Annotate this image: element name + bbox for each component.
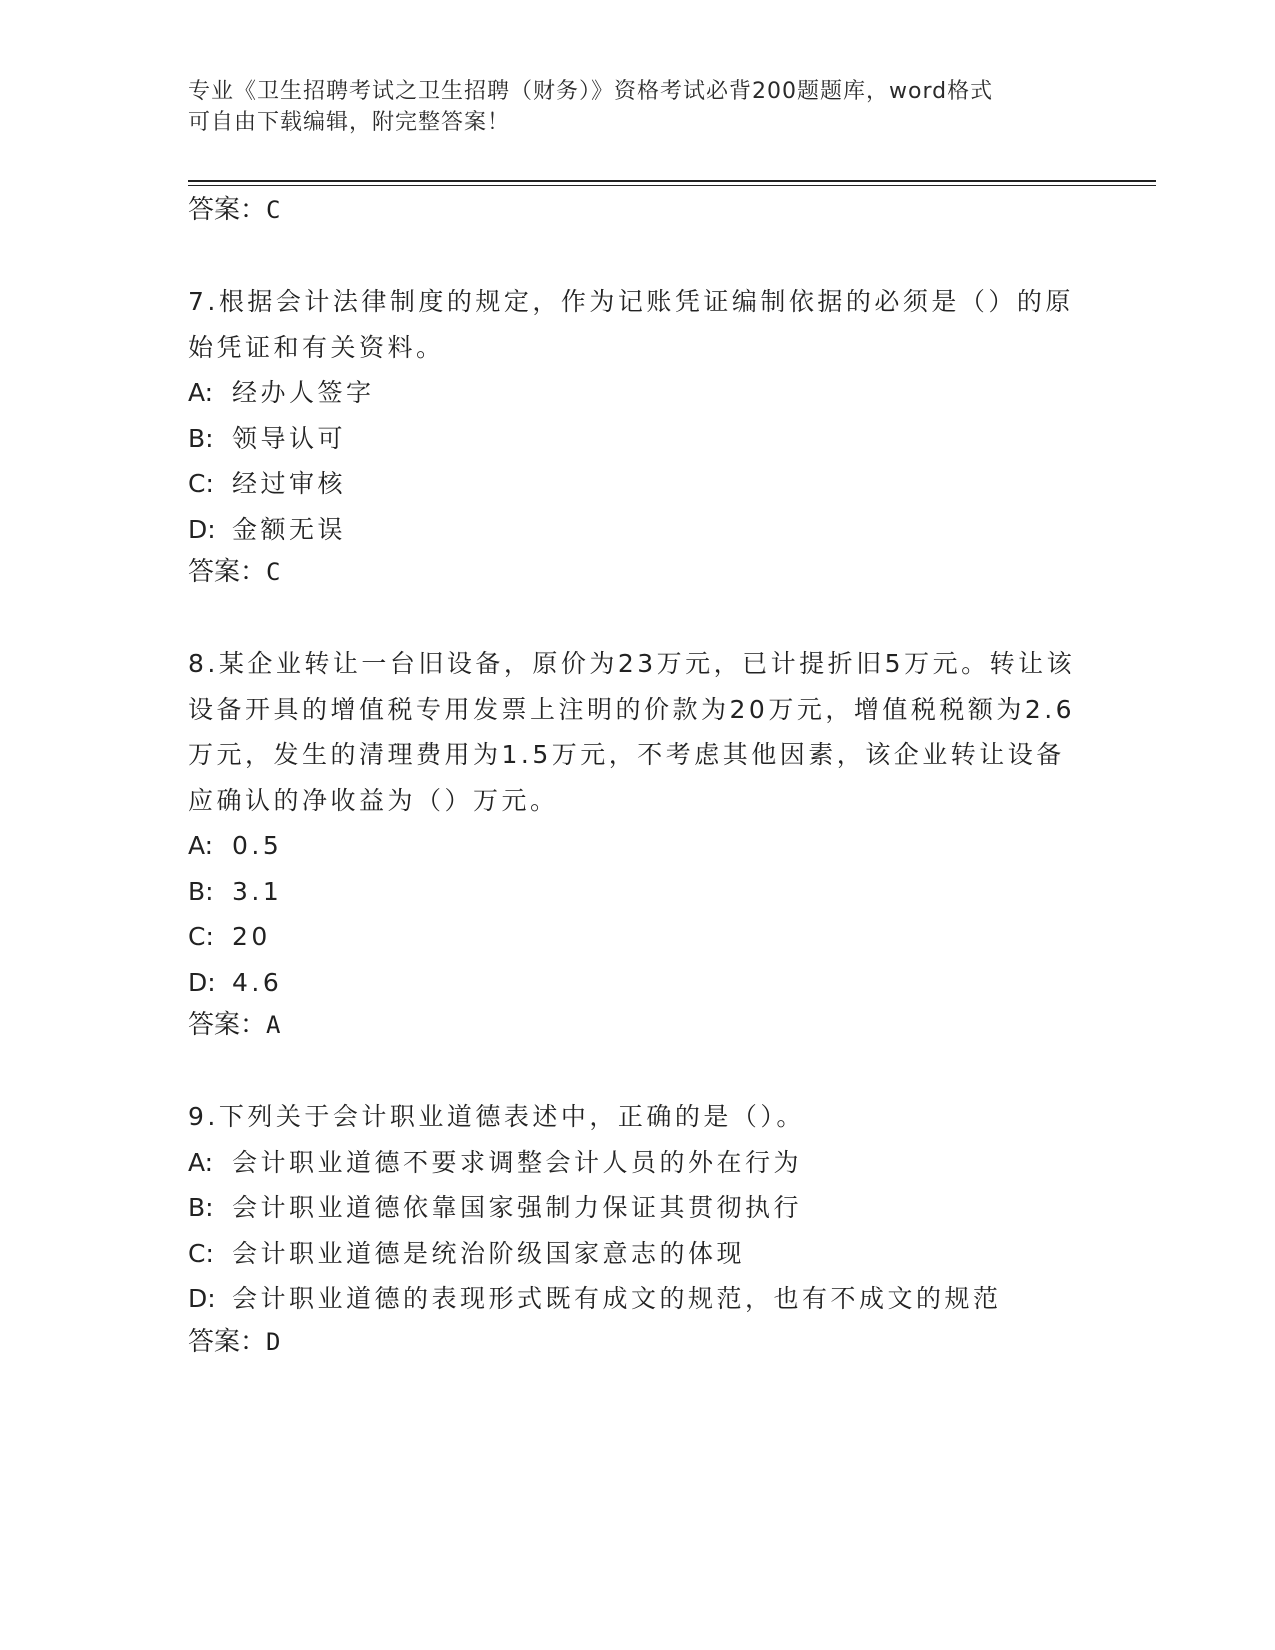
answer-line xyxy=(188,555,1088,589)
option-key: D: xyxy=(188,514,216,544)
answer-line xyxy=(188,193,1088,227)
question-stem: 8.某企业转让一台旧设备，原价为23万元，已计提折旧5万元。转让该设备开具的增值税专用发票上注明的价款为20万元，增值税税额为2.6万元，发生的清理费用为1.5万元，不考虑其他因素，该企业转让设备应确认的净收益为（）万元。 xyxy=(188,649,1076,815)
question-block xyxy=(188,279,1088,589)
option-d xyxy=(188,960,1088,1006)
option-b xyxy=(188,869,1088,915)
option-key: C: xyxy=(188,922,214,951)
answer-label: 答案： xyxy=(188,195,267,225)
header-rule-thick xyxy=(188,180,1156,182)
option-key: B: xyxy=(188,876,214,906)
option-d xyxy=(188,1276,1088,1322)
option-key: C: xyxy=(188,469,214,498)
option-key: C: xyxy=(188,1238,214,1268)
answer-value: C xyxy=(266,196,281,224)
option-text: 经办人签字 xyxy=(232,378,375,407)
option-key: B: xyxy=(188,1193,214,1222)
option-b xyxy=(188,416,1088,462)
document-body xyxy=(188,193,1088,1359)
option-key: D: xyxy=(188,1284,216,1313)
option-text: 领导认可 xyxy=(232,423,347,453)
option-text: 会计职业道德的表现形式既有成文的规范，也有不成文的规范 xyxy=(232,1284,1002,1313)
option-d xyxy=(188,507,1088,553)
question-stem: 7.根据会计法律制度的规定，作为记账凭证编制依据的必须是（）的原始凭证和有关资料。 xyxy=(188,287,1074,362)
option-key: A: xyxy=(188,378,214,407)
question-stem: 9.下列关于会计职业道德表述中，正确的是（）。 xyxy=(188,1102,805,1131)
option-text: 0.5 xyxy=(232,831,283,860)
option-text: 3.1 xyxy=(232,876,283,906)
option-c xyxy=(188,1231,1088,1277)
option-a xyxy=(188,1140,1088,1186)
option-c xyxy=(188,461,1088,507)
option-text: 会计职业道德依靠国家强制力保证其贯彻执行 xyxy=(232,1193,803,1222)
header-line-1: 专业《卫生招聘考试之卫生招聘（财务）》资格考试必背200题题库，word格式 xyxy=(188,79,994,104)
header-rule-thin xyxy=(188,185,1156,186)
answer-value: D xyxy=(266,1327,281,1356)
answer-value: A xyxy=(266,1011,281,1039)
option-text: 20 xyxy=(232,922,271,951)
answer-line xyxy=(188,1008,1088,1042)
option-key: D: xyxy=(188,967,216,997)
option-a xyxy=(188,823,1088,869)
option-key: A: xyxy=(188,1147,214,1177)
option-b xyxy=(188,1185,1088,1231)
answer-label: 答案： xyxy=(188,1010,267,1040)
option-key: A: xyxy=(188,831,214,860)
option-text: 经过审核 xyxy=(232,469,347,498)
answer-label: 答案： xyxy=(188,1326,267,1357)
document-header xyxy=(188,76,1088,138)
option-text: 金额无误 xyxy=(232,514,347,544)
option-key: B: xyxy=(188,423,214,453)
answer-value: C xyxy=(266,558,281,586)
answer-label: 答案： xyxy=(188,557,267,587)
option-text: 会计职业道德不要求调整会计人员的外在行为 xyxy=(232,1147,803,1177)
question-block xyxy=(188,1094,1088,1359)
question-block xyxy=(188,641,1088,1042)
option-text: 4.6 xyxy=(232,967,283,997)
answer-line xyxy=(188,1325,1088,1359)
option-a xyxy=(188,370,1088,416)
header-line-2: 可自由下载编辑，附完整答案！ xyxy=(188,110,511,135)
option-text: 会计职业道德是统治阶级国家意志的体现 xyxy=(232,1238,746,1268)
option-c xyxy=(188,914,1088,960)
